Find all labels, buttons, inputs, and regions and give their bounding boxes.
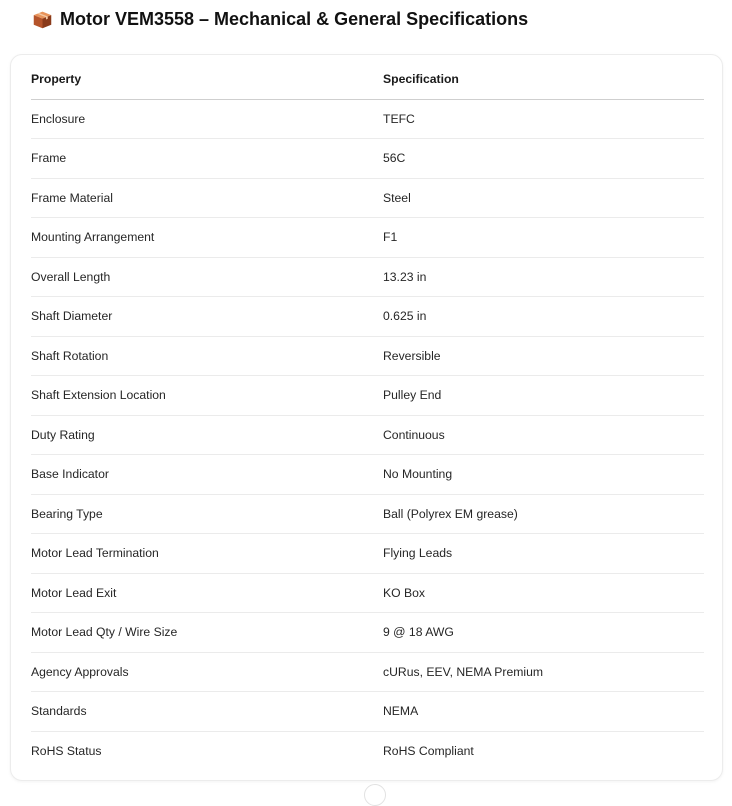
table-row — [31, 336, 704, 376]
page-title: Motor VEM3558 – Mechanical & General Specifications — [60, 8, 529, 29]
table-row — [31, 178, 704, 218]
table-row — [31, 257, 704, 297]
specification-cell: 0.625 in — [383, 309, 427, 324]
specification-cell: No Mounting — [383, 467, 453, 482]
property-cell: Enclosure — [31, 111, 86, 126]
property-cell: Agency Approvals — [31, 664, 129, 679]
package-icon — [32, 9, 53, 30]
specification-cell: Ball (Polyrex EM grease) — [383, 506, 518, 521]
table-row — [31, 573, 704, 613]
specification-cell: cURus, EEV, NEMA Premium — [383, 664, 544, 679]
specification-cell: 9 @ 18 AWG — [383, 625, 454, 640]
table-row — [31, 534, 704, 574]
table-row — [31, 692, 704, 732]
property-cell: Mounting Arrangement — [31, 230, 155, 245]
table-row — [31, 731, 704, 771]
table-header-row — [31, 59, 704, 99]
property-cell: Bearing Type — [31, 506, 103, 521]
table-row — [31, 455, 704, 495]
specification-cell: F1 — [383, 230, 398, 245]
property-cell: RoHS Status — [31, 744, 102, 758]
table-row — [31, 139, 704, 179]
scroll-down-button[interactable] — [364, 784, 386, 806]
specification-cell: Reversible — [383, 348, 441, 363]
property-cell: Shaft Extension Location — [31, 388, 166, 403]
property-cell: Frame — [31, 151, 67, 166]
specification-cell: TEFC — [383, 111, 415, 126]
property-cell: Motor Lead Exit — [31, 585, 117, 600]
specification-cell: NEMA — [383, 704, 419, 719]
property-cell: Motor Lead Termination — [31, 546, 159, 561]
spec-table — [31, 59, 704, 771]
specification-cell: 56C — [383, 151, 406, 166]
spec-table-card — [10, 54, 723, 781]
property-cell: Frame Material — [31, 190, 113, 205]
property-cell: Standards — [31, 704, 87, 719]
specification-cell: RoHS Compliant — [383, 744, 474, 758]
property-cell: Shaft Rotation — [31, 348, 109, 363]
table-row — [31, 297, 704, 337]
property-cell: Overall Length — [31, 269, 111, 284]
table-row — [31, 652, 704, 692]
property-cell: Shaft Diameter — [31, 309, 113, 324]
table-row — [31, 613, 704, 653]
table-row — [31, 376, 704, 416]
specification-cell: Continuous — [383, 427, 445, 442]
property-cell: Base Indicator — [31, 467, 109, 482]
table-row — [31, 218, 704, 258]
specification-cell: KO Box — [383, 585, 425, 600]
specification-cell: Pulley End — [383, 388, 442, 403]
table-row — [31, 494, 704, 534]
property-cell: Duty Rating — [31, 427, 95, 442]
specification-cell: 13.23 in — [383, 269, 427, 284]
property-cell: Motor Lead Qty / Wire Size — [31, 625, 178, 640]
column-header-specification: Specification — [383, 59, 704, 99]
table-row — [31, 415, 704, 455]
column-header-property: Property — [31, 59, 383, 99]
page-title-bar — [32, 6, 528, 32]
specification-cell: Steel — [383, 190, 411, 205]
specification-cell: Flying Leads — [383, 546, 453, 561]
table-row — [31, 99, 704, 139]
